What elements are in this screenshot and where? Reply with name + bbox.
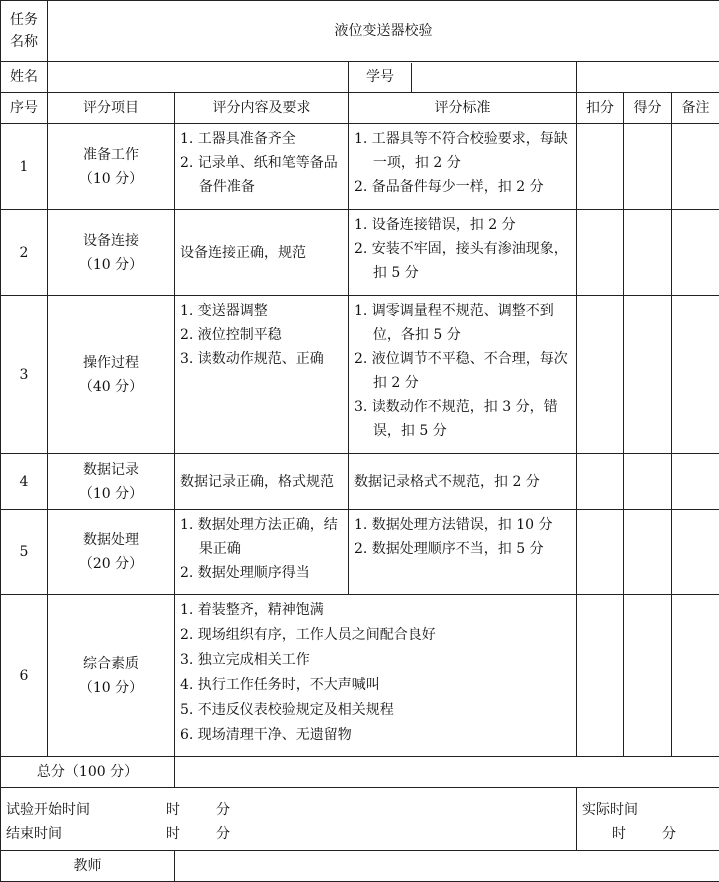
row-content [175, 210, 349, 296]
name-label: 姓名 [1, 62, 48, 93]
col-score-header: 得分 [624, 93, 672, 124]
standard-line: 1. 数据处理方法错误，扣 10 分 [354, 517, 553, 533]
row-item [48, 210, 175, 296]
id-cell [349, 62, 577, 93]
row-number: 5 [1, 510, 48, 595]
row-item [48, 510, 175, 595]
end-time-label: 结束时间 [6, 826, 62, 842]
col-no-header: 序号 [1, 93, 48, 124]
score-cell[interactable] [624, 124, 672, 210]
content-line: 2. 记录单、纸和笔等备品备件准备 [180, 155, 338, 195]
id-field-extension[interactable] [577, 62, 719, 93]
standard-line: 2. 备品备件每少一样，扣 2 分 [354, 179, 544, 195]
item-points: （40 分） [78, 378, 144, 395]
content-line: 1. 着装整齐，精神饱满 [180, 602, 324, 618]
standard-line: 1. 调零调量程不规范、调整不到位，各扣 5 分 [354, 303, 554, 343]
standard-line: 2. 安装不牢固，接头有渗油现象，扣 5 分 [354, 241, 568, 281]
content-line: 2. 现场组织有序，工作人员之间配合良好 [180, 627, 436, 643]
item-points: （10 分） [78, 679, 144, 696]
col-item-header: 评分项目 [48, 93, 175, 124]
score-cell[interactable] [624, 595, 672, 757]
row-number: 4 [1, 454, 48, 510]
deduct-cell[interactable] [577, 296, 624, 454]
actual-hour-unit: 时 [612, 826, 626, 842]
standard-line: 2. 数据处理顺序不当，扣 5 分 [354, 541, 544, 557]
row-item [48, 296, 175, 454]
content-line: 数据记录正确，格式规范 [180, 473, 334, 490]
col-standard-header: 评分标准 [349, 93, 577, 124]
task-name-value: 液位变送器校验 [48, 1, 719, 62]
row-standard [349, 124, 577, 210]
item-title: 综合素质 [83, 655, 139, 672]
row-standard [349, 510, 577, 595]
header-row [1, 93, 719, 124]
content-line: 3. 读数动作规范、正确 [180, 351, 324, 367]
item-points: （20 分） [78, 556, 144, 572]
remark-cell[interactable] [672, 510, 719, 595]
standard-line: 1. 设备连接错误，扣 2 分 [354, 217, 516, 233]
score-cell[interactable] [624, 296, 672, 454]
row-content [175, 510, 349, 595]
col-deduct-header: 扣分 [577, 93, 624, 124]
row-standard [349, 454, 577, 510]
actual-time-block [577, 788, 719, 851]
row-item [48, 124, 175, 210]
time-row [1, 788, 719, 851]
row-number: 3 [1, 296, 48, 454]
total-field[interactable] [175, 757, 719, 788]
deduct-cell[interactable] [577, 124, 624, 210]
content-line: 2. 液位控制平稳 [180, 327, 282, 343]
row-item [48, 595, 175, 757]
content-line: 3. 独立完成相关工作 [180, 652, 310, 668]
actual-minute-unit: 分 [662, 826, 676, 842]
content-line: 4. 执行工作任务时，不大声喊叫 [180, 677, 380, 693]
deduct-cell[interactable] [577, 210, 624, 296]
start-minute-unit: 分 [216, 802, 230, 818]
time-block [1, 788, 577, 851]
row-standard [349, 296, 577, 454]
score-cell[interactable] [624, 454, 672, 510]
row-content [175, 454, 349, 510]
row-number: 1 [1, 124, 48, 210]
end-hour-unit: 时 [166, 826, 180, 842]
start-hour-unit: 时 [166, 802, 180, 818]
standard-line: 1. 工器具等不符合校验要求，每缺一项，扣 2 分 [354, 131, 568, 171]
teacher-row [1, 851, 719, 882]
row-content [175, 296, 349, 454]
remark-cell[interactable] [672, 210, 719, 296]
item-points: （10 分） [78, 256, 144, 273]
standard-line: 3. 读数动作不规范，扣 3 分，错误，扣 5 分 [354, 399, 558, 439]
item-points: （10 分） [78, 485, 144, 502]
item-title: 数据记录 [83, 461, 139, 478]
score-cell[interactable] [624, 210, 672, 296]
content-line: 6. 现场清理干净、无遗留物 [180, 727, 352, 743]
content-line: 2. 数据处理顺序得当 [180, 565, 310, 581]
student-row [1, 62, 719, 93]
id-field[interactable] [412, 63, 576, 92]
deduct-cell[interactable] [577, 454, 624, 510]
remark-cell[interactable] [672, 454, 719, 510]
table-row [1, 124, 719, 210]
task-row [1, 1, 719, 62]
standard-line: 数据记录格式不规范，扣 2 分 [354, 473, 540, 490]
row-number: 2 [1, 210, 48, 296]
task-name-label: 任务名称 [1, 1, 48, 62]
deduct-cell[interactable] [577, 595, 624, 757]
table-row [1, 454, 719, 510]
actual-time-label: 实际时间 [582, 802, 638, 818]
end-minute-unit: 分 [216, 826, 230, 842]
remark-cell[interactable] [672, 124, 719, 210]
item-title: 操作过程 [83, 354, 139, 371]
row-standard [349, 210, 577, 296]
name-field[interactable] [48, 62, 349, 93]
item-title: 数据处理 [83, 532, 139, 548]
remark-cell[interactable] [672, 296, 719, 454]
content-line: 设备连接正确，规范 [180, 244, 306, 261]
score-cell[interactable] [624, 510, 672, 595]
content-line: 1. 工器具准备齐全 [180, 131, 296, 147]
table-row [1, 595, 719, 757]
row-item [48, 454, 175, 510]
item-points: （10 分） [78, 170, 144, 187]
content-line: 1. 变送器调整 [180, 303, 268, 319]
col-remark-header: 备注 [672, 93, 719, 124]
teacher-field[interactable] [175, 851, 719, 882]
total-row [1, 757, 719, 788]
table-row [1, 510, 719, 595]
row-number: 6 [1, 595, 48, 757]
deduct-cell[interactable] [577, 510, 624, 595]
total-label: 总分（100 分） [1, 757, 175, 788]
item-title: 设备连接 [83, 232, 139, 249]
row-content [175, 595, 577, 757]
content-line: 5. 不违反仪表校验规定及相关规程 [180, 702, 394, 718]
start-time-label: 试验开始时间 [6, 802, 90, 818]
remark-cell[interactable] [672, 595, 719, 757]
table-row [1, 296, 719, 454]
table-row [1, 210, 719, 296]
content-line: 1. 数据处理方法正确，结果正确 [180, 517, 338, 557]
id-label: 学号 [349, 63, 412, 92]
standard-line: 2. 液位调节不平稳、不合理，每次扣 2 分 [354, 351, 568, 391]
col-content-header: 评分内容及要求 [175, 93, 349, 124]
row-content [175, 124, 349, 210]
item-title: 准备工作 [83, 146, 139, 163]
teacher-label: 教师 [1, 851, 175, 882]
